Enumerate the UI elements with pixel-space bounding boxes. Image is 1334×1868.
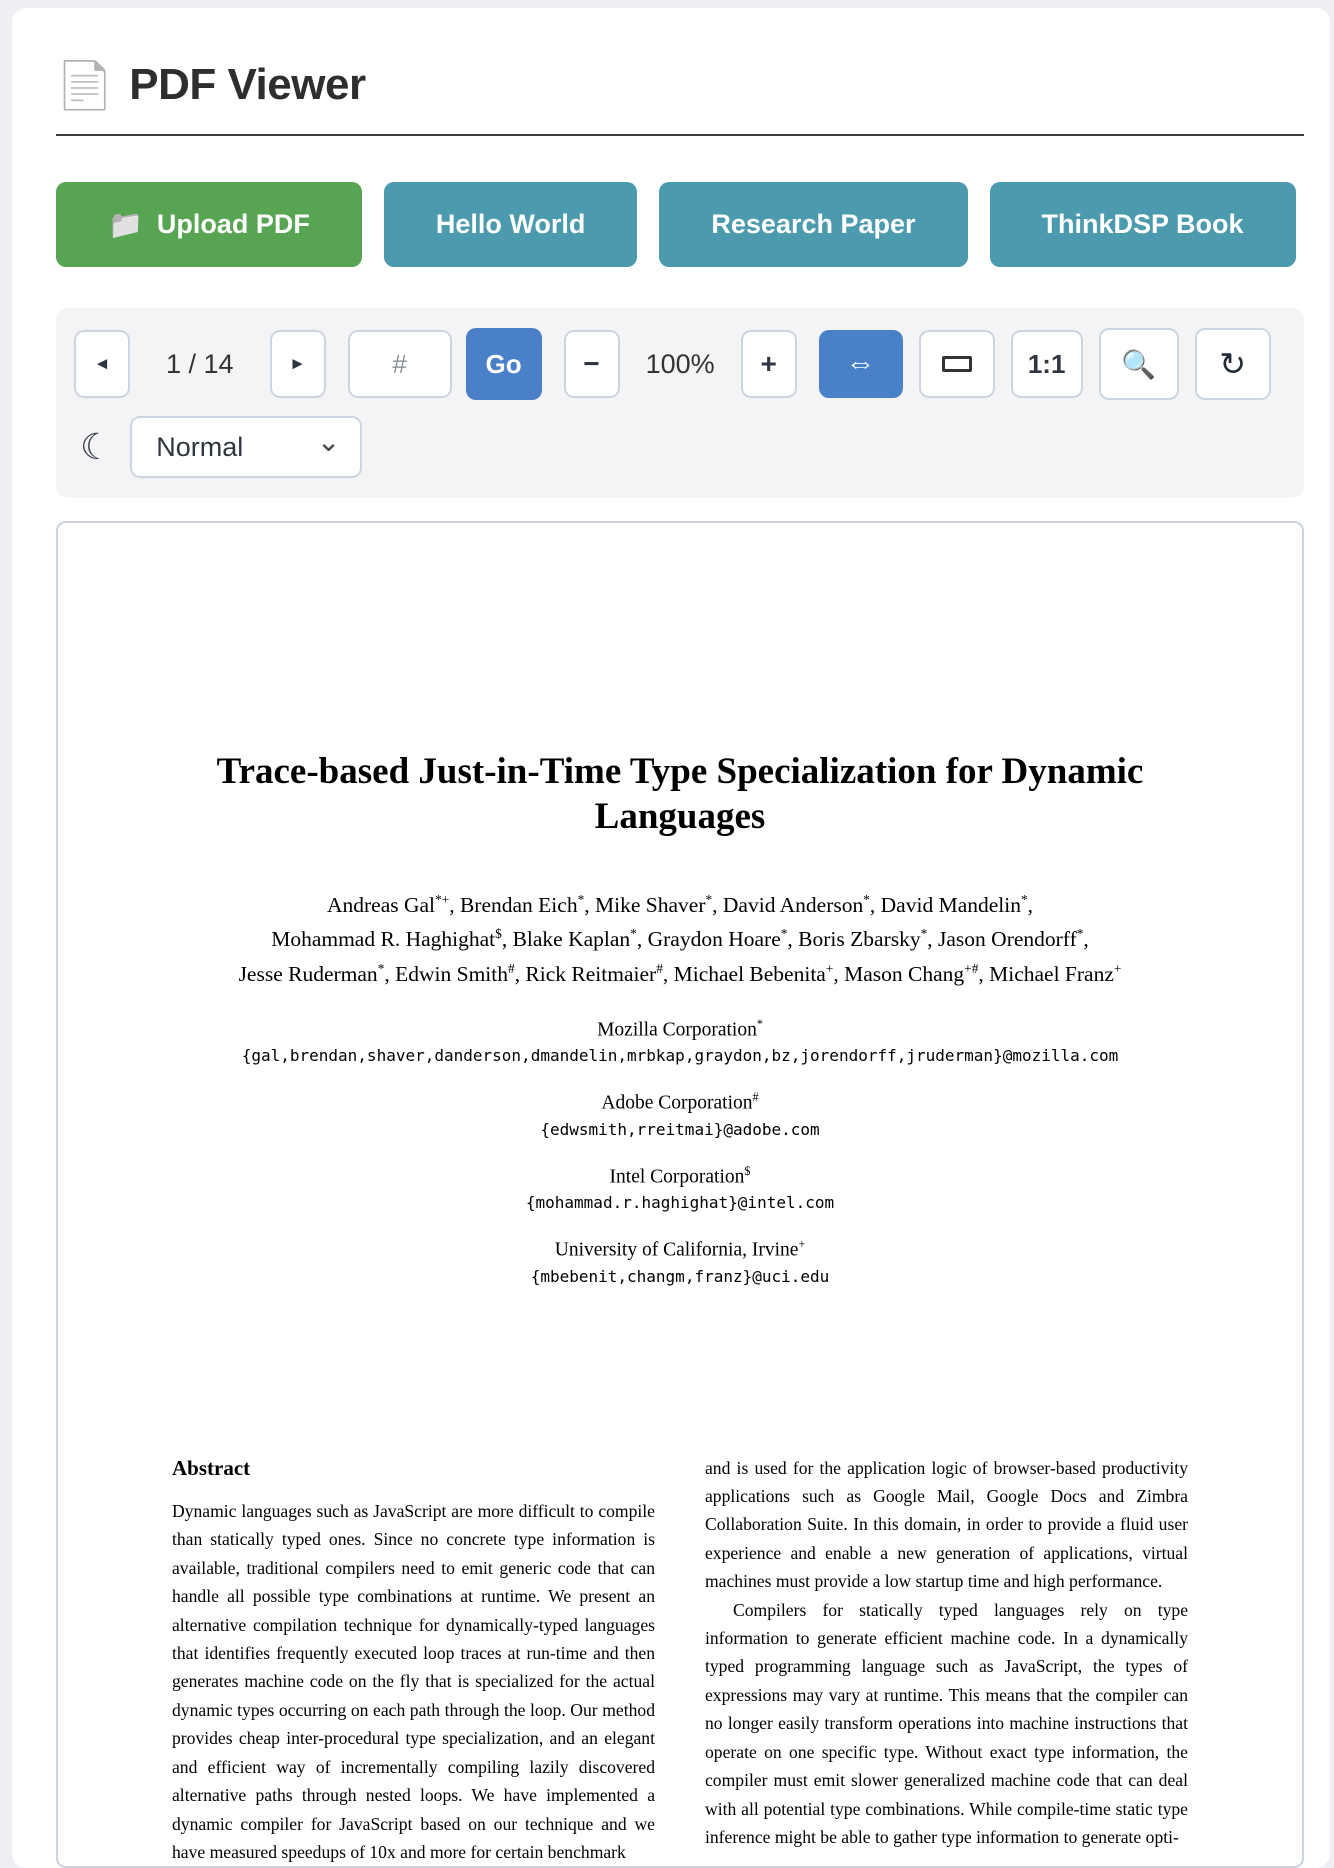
abstract-text: Dynamic languages such as JavaScript are more difficult to compile than statically typed ones. Since no concrete type information is available, traditional compilers need to emit generic code that can handle all possible type combinations at runtime. We present an alternative compilation technique for dynamically-typed languages that identifies frequently executed loop traces at run-time and then generates machine code on the fly that is specialized for the actual dynamic types occurring on each path through the loop. Our method provides cheap inter-procedural type specialization, and an elegant and efficient way of incrementally compiling lazily discovered alternative paths through nested loops. We have implemented a dynamic compiler for JavaScript based on our technique and we have measured speedups of 10x and more for certain benchmark (172, 1501, 655, 1862)
pdf-page-container[interactable] (56, 521, 1304, 1868)
affiliation-name: Intel Corporation$ (609, 1163, 751, 1188)
page-number-input[interactable] (348, 330, 452, 398)
affiliation-name: University of California, Irvine+ (554, 1237, 806, 1261)
app-header (56, 60, 1304, 136)
paper-authors (58, 889, 1302, 991)
moon-icon: ☾ (80, 426, 113, 467)
zoom-level: 100% (645, 348, 715, 379)
affiliation-email: {edwsmith,rreitmai}@adobe.com (540, 1119, 820, 1139)
rotate-button[interactable] (1195, 328, 1271, 400)
pdf-page (58, 749, 1302, 1866)
actual-size-button[interactable]: 1:1 (1011, 330, 1083, 398)
affiliation-mozilla (58, 1017, 1302, 1066)
author-line: Jesse Ruderman*, Edwin Smith#, Rick Reitmaier#, Michael Bebenita+, Mason Chang+#, Michael Franz+ (238, 960, 1122, 986)
next-page-button[interactable] (270, 330, 326, 398)
right-column-paragraph: and is used for the application logic of browser-based productivity applications such as Google Mail, Google Docs and Zimbra Collaboration Suite. In this domain, in order to provide a fluid user experience and enable a new generation of applications, virtual machines must provide a low startup time and high performance. (705, 1457, 1188, 1592)
paper-columns (172, 1454, 1188, 1867)
toolbar-row-main (74, 328, 1286, 400)
left-column (172, 1454, 655, 1867)
prev-page-button[interactable] (74, 330, 130, 398)
research-paper-label: Research Paper (711, 209, 916, 239)
hello-world-button[interactable] (384, 182, 638, 267)
search-icon: 🔍 (1121, 348, 1157, 380)
affiliation-name: Adobe Corporation# (601, 1090, 759, 1114)
app-card (12, 8, 1330, 1868)
folder-icon: 📁 (108, 208, 143, 240)
right-column-paragraph: Compilers for statically typed languages rely on type information to generate efficient machine code. In a dynamically typed programming language such as JavaScript, the types of expressions may vary at runtime. This means that the compiler can no longer easily transform operations into machine instructions that operate on one specific type. Without exact type information, the compiler must emit slower generalized machine code that can deal with all potential type combinations. While compile-time static type inference might be able to gather type information to generate opti- (705, 1599, 1188, 1847)
right-column (705, 1454, 1188, 1867)
zoom-out-button[interactable]: − (564, 330, 620, 398)
rotate-icon: ↻ (1219, 346, 1247, 382)
upload-pdf-label: Upload PDF (156, 209, 310, 239)
page-title: PDF Viewer (129, 60, 366, 109)
thinkdsp-book-button[interactable] (990, 182, 1296, 267)
fit-page-button[interactable] (919, 330, 995, 398)
go-button[interactable]: Go (466, 328, 542, 400)
affiliation-intel (58, 1164, 1302, 1213)
search-button[interactable] (1099, 328, 1179, 400)
affiliation-email: {gal,brendan,shaver,danderson,dmandelin,mrbkap,graydon,bz,jorendorff,jruderman}@mozilla.com (241, 1046, 1119, 1066)
fit-width-button[interactable] (819, 330, 903, 398)
abstract-heading: Abstract (172, 1455, 251, 1480)
theme-select-value: Normal (156, 431, 244, 462)
paper-title: Trace-based Just-in-Time Type Specialization for Dynamic Languages (216, 751, 1144, 838)
author-line: Mohammad R. Haghighat$, Blake Kaplan*, Graydon Hoare*, Boris Zbarsky*, Jason Orendorff*, (271, 926, 1089, 952)
toolbar-row-theme (74, 416, 1286, 478)
fit-page-icon (942, 356, 972, 372)
upload-pdf-button[interactable] (56, 182, 362, 267)
triangle-left-icon: ◄ (93, 354, 111, 373)
affiliation-name: Mozilla Corporation* (597, 1016, 763, 1041)
document-icon: 📄 (56, 59, 114, 111)
hello-world-label: Hello World (435, 209, 586, 239)
affiliation-adobe (58, 1090, 1302, 1139)
theme-select[interactable] (130, 416, 362, 478)
research-paper-button[interactable] (659, 182, 967, 267)
author-line: Andreas Gal*+, Brendan Eich*, Mike Shaver*, David Anderson*, David Mandelin*, (326, 892, 1034, 918)
affiliation-uci (58, 1237, 1302, 1286)
triangle-right-icon: ► (289, 354, 306, 373)
document-buttons-row (56, 182, 1304, 267)
page-indicator: 1 / 14 (166, 348, 234, 379)
pdf-toolbar (56, 308, 1304, 498)
affiliation-email: {mbebenit,changm,franz}@uci.edu (530, 1266, 830, 1286)
chevron-down-icon: ⌄ (316, 425, 341, 457)
thinkdsp-book-label: ThinkDSP Book (1041, 209, 1244, 239)
zoom-in-button[interactable]: + (741, 330, 797, 398)
affiliation-email: {mohammad.r.haghighat}@intel.com (525, 1193, 835, 1213)
fit-width-icon: ⇔ (845, 347, 876, 380)
